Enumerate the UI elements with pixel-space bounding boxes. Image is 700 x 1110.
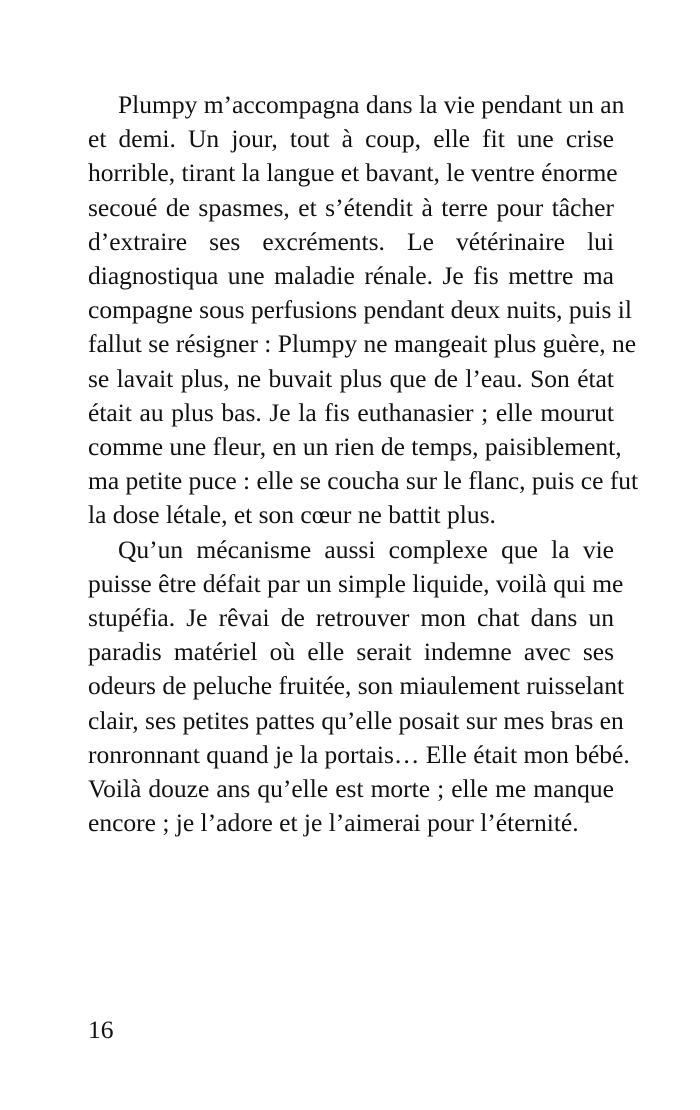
body-text [88,88,639,840]
text-line: se lavait plus, ne buvait plus que de l’eau. Son état [88,363,614,393]
text-line: et demi. Un jour, tout à coup, elle fit une crise [88,124,614,154]
text-line: comme une fleur, en un rien de temps, paisiblement, [88,432,622,462]
text-line: ma petite puce : elle se coucha sur le flanc, puis ce fut [88,466,639,496]
text-line: ronronnant quand je la portais… Elle était mon bébé. [88,739,630,769]
text-line: Qu’un mécanisme aussi complexe que la vie [118,534,614,564]
text-line: Plumpy m’accompagna dans la vie pendant un an [118,90,625,119]
text-line: d’extraire ses excréments. Le vétérinaire lui [88,226,614,256]
text-line: puisse être défait par un simple liquide, voilà qui me [88,568,624,598]
text-line: clair, ses petites pattes qu’elle posait sur mes bras en [88,705,624,735]
text-line: secoué de spasmes, et s’étendit à terre pour tâcher [88,192,614,222]
text-line: diagnostiqua une maladie rénale. Je fis mettre ma [88,261,614,291]
paragraph-1 [88,88,639,533]
text-line: fallut se résigner : Plumpy ne mangeait plus guère, ne [88,329,637,359]
text-line: horrible, tirant la langue et bavant, le ventre énorme [88,158,618,188]
text-line: encore ; je l’adore et je l’aimerai pour l’éternité. [88,808,579,838]
page-number: 16 [88,1015,114,1044]
text-line: Voilà douze ans qu’elle est morte ; elle me manque [88,774,614,804]
text-line: odeurs de peluche fruitée, son miaulement ruisselant [88,671,625,701]
text-line: la dose létale, et son cœur ne battit plus. [88,500,496,530]
text-line: compagne sous perfusions pendant deux nuits, puis il [88,295,632,325]
text-line: stupéfia. Je rêvai de retrouver mon chat dans un [88,603,614,633]
paragraph-2 [88,533,630,841]
text-line: paradis matériel où elle serait indemne avec ses [88,637,614,667]
text-line: était au plus bas. Je la fis euthanasier ; elle mourut [88,397,614,427]
